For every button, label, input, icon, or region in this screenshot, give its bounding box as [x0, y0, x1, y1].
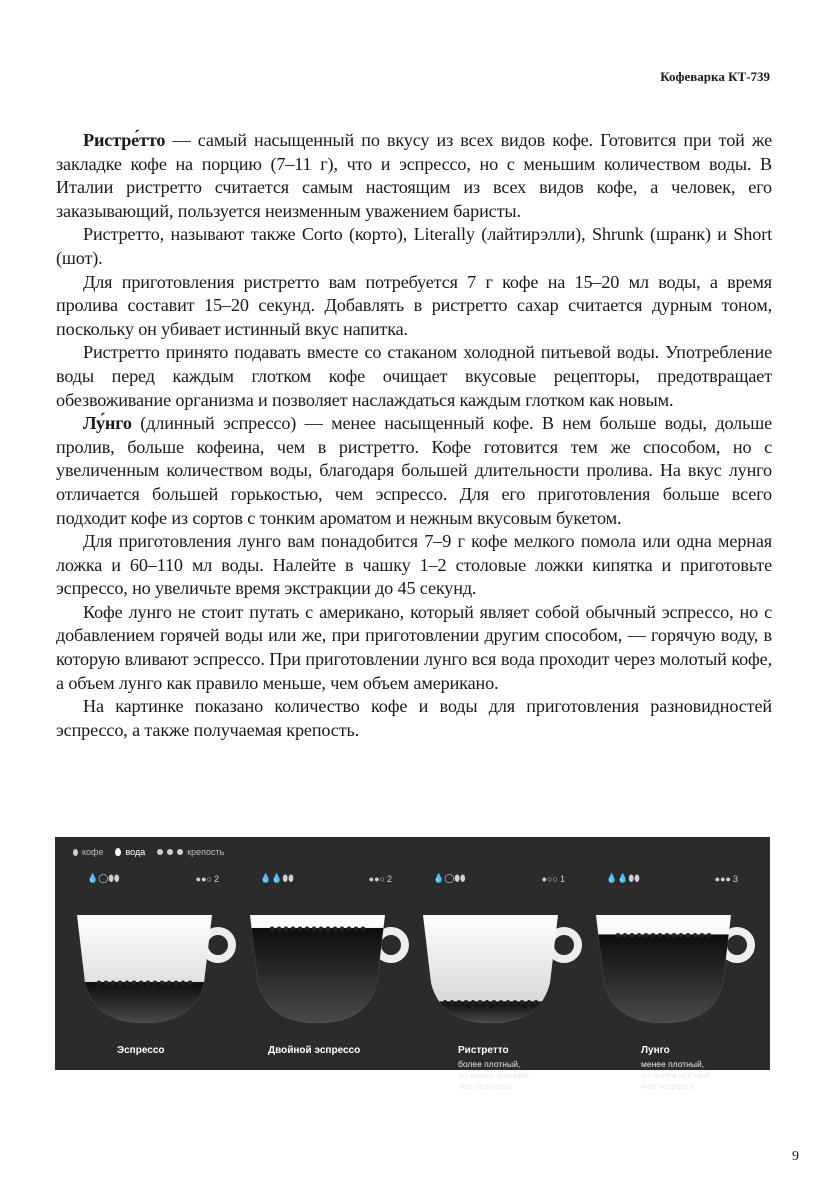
crema-bubble	[450, 1000, 455, 1005]
crema-bubble	[153, 981, 158, 986]
crema-bubble	[111, 981, 116, 986]
legend-water: вода	[115, 847, 145, 857]
crema-bubble	[665, 933, 670, 938]
crema-bubble	[513, 1000, 518, 1005]
coffee-infographic	[55, 837, 770, 1091]
cup-lungo	[586, 873, 758, 1091]
coffee-level	[596, 934, 731, 1023]
crema-bubble	[270, 927, 275, 932]
cup-icon	[67, 893, 239, 1043]
crema-bubble	[623, 933, 628, 938]
water-drop-icon	[115, 848, 121, 856]
crema-bubble	[132, 981, 137, 986]
crema-bubble	[174, 981, 179, 986]
crema-bubble	[319, 927, 324, 932]
cup-espresso	[67, 873, 239, 1063]
crema-bubble	[167, 981, 172, 986]
strength-indicator: ●●○ 2	[368, 873, 392, 884]
coffee-level	[250, 928, 385, 1023]
strength-dot-icon	[177, 849, 183, 855]
crema-bubble	[492, 1000, 497, 1005]
coffee-level	[77, 982, 212, 1023]
body-text	[56, 129, 772, 742]
crema-bubble	[181, 981, 186, 986]
crema-bubble	[97, 981, 102, 986]
crema-bubble	[361, 927, 366, 932]
coffee-level	[423, 1001, 558, 1023]
crema-bubble	[527, 1000, 532, 1005]
strength-dot-icon	[157, 849, 163, 855]
paragraph: Кофе лунго не стоит путать с американо, который являет собой обычный эспрессо, но с добавлением горячей воды или же, при приготовлении другим способом, — горячую воду, в которую вливают эспрессо. При приготовлении лунго вся вода проходит через молотый кофе, а объем лунго как правило меньше, чем объем американо.	[56, 601, 772, 693]
crema-bubble	[616, 933, 621, 938]
coffee-bean-icon	[73, 849, 78, 856]
crema-bubble	[658, 933, 663, 938]
crema-bubble	[686, 933, 691, 938]
paragraph: Ристре́тто — самый насыщенный по вкусу из всех видов кофе. Готовится при той же закладке кофе на порцию (7–11 г), что и эспрессо, но с меньшим количеством воды. В Италии ристретто считается самым настоящим из всех видов кофе, а человек, его заказывающий, пользуется неизменным уважением баристы.	[56, 130, 772, 221]
crema-bubble	[679, 933, 684, 938]
crema-bubble	[326, 927, 331, 932]
strength-dot-icon	[167, 849, 173, 855]
water-coffee-ratio-icon: 💧💧⬮⬮	[260, 873, 294, 883]
strength-indicator: ●●● 3	[714, 873, 738, 884]
paragraph: Ристретто принято подавать вместе со стаканом холодной питьевой воды. Употребление воды перед каждым глотком кофе очищает вкусовые рецепторы, предотвращает обезвоживание организма и позволяет наслаждаться каждым глотком как новым.	[56, 342, 772, 410]
term: Ристре́тто	[83, 130, 166, 150]
cup-double-espresso	[240, 873, 412, 1063]
paragraph: Ристретто, называют также Corto (корто), Literally (лайтирэлли), Shrunk (шранк) и Short (шот).	[56, 224, 772, 268]
crema-bubble	[499, 1000, 504, 1005]
crema-bubble	[277, 927, 282, 932]
crema-bubble	[478, 1000, 483, 1005]
page-number: 9	[792, 1149, 799, 1164]
cup-label: Двойной эспрессо	[268, 1045, 361, 1056]
cup-label: Эспрессо	[117, 1045, 165, 1056]
crema-bubble	[291, 927, 296, 932]
crema-bubble	[347, 927, 352, 932]
running-header: Кофеварка КТ-739	[660, 69, 770, 84]
crema-bubble	[644, 933, 649, 938]
water-coffee-ratio-icon: 💧◯⬮⬮	[87, 873, 120, 883]
crema-bubble	[340, 927, 345, 932]
crema-bubble	[312, 927, 317, 932]
crema-bubble	[443, 1000, 448, 1005]
crema-bubble	[188, 981, 193, 986]
strength-indicator: ●●○ 2	[195, 873, 219, 884]
crema-bubble	[630, 933, 635, 938]
crema-bubble	[464, 1000, 469, 1005]
crema-bubble	[520, 1000, 525, 1005]
crema-bubble	[672, 933, 677, 938]
water-coffee-ratio-icon: 💧◯⬮⬮	[433, 873, 466, 883]
crema-bubble	[457, 1000, 462, 1005]
crema-bubble	[160, 981, 165, 986]
crema-bubble	[693, 933, 698, 938]
crema-bubble	[651, 933, 656, 938]
paragraph: Для приготовления ристретто вам потребуется 7 г кофе на 15–20 мл воды, а время пролива составит 15–20 секунд. Добавлять в ристретто сахар считается дурным тоном, поскольку он убивает истинный вкус напитка.	[56, 271, 772, 339]
crema-bubble	[298, 927, 303, 932]
cup-icon	[413, 893, 585, 1043]
crema-bubble	[354, 927, 359, 932]
legend	[73, 847, 224, 857]
legend-coffee: кофе	[73, 847, 103, 857]
crema-bubble	[485, 1000, 490, 1005]
legend-strength: крепость	[157, 847, 224, 857]
crema-bubble	[118, 981, 123, 986]
paragraph: Для приготовления лунго вам понадобится 7–9 г кофе мелкого помола или одна мерная ложка и 60–110 мл воды. Налейте в чашку 1–2 столовые ложки кипятка и приготовьте эспрессо, но увеличьте время экстракции до 45 секунд.	[56, 531, 772, 599]
cup-description: менее плотный, но более крепкий, чем эспрессо	[641, 1059, 713, 1091]
crema-bubble	[146, 981, 151, 986]
water-coffee-ratio-icon: 💧💧⬮⬮	[606, 873, 640, 883]
cup-ristretto	[413, 873, 585, 1091]
crema-bubble	[284, 927, 289, 932]
paragraph: На картинке показано количество кофе и воды для приготовления разновидностей эспрессо, а также получаемая крепость.	[56, 696, 772, 740]
crema-bubble	[104, 981, 109, 986]
term: Лу́нго	[83, 413, 132, 434]
crema-bubble	[125, 981, 130, 986]
crema-bubble	[700, 933, 705, 938]
crema-bubble	[637, 933, 642, 938]
crema-bubble	[305, 927, 310, 932]
cup-icon	[586, 893, 758, 1043]
paragraph: Лу́нго (длинный эспрессо) — менее насыщенный кофе. В нем больше воды, дольше пролив, больше кофеина, чем в ристретто. Кофе готовится тем же способом, но с увеличенным количеством воды, благодаря большей длительности пролива. На вкус лунго отличается большей горькостью, чем эспрессо. Для его приготовления больше всего подходит кофе из сортов с тонким ароматом и нежным вкусовым букетом.	[56, 413, 772, 528]
cup-label: Ристретто	[458, 1045, 509, 1056]
crema-bubble	[333, 927, 338, 932]
cup-icon	[240, 893, 412, 1043]
crema-bubble	[506, 1000, 511, 1005]
strength-indicator: ●○○ 1	[541, 873, 565, 884]
crema-bubble	[707, 933, 712, 938]
cup-label: Лунго	[641, 1045, 670, 1056]
crema-bubble	[471, 1000, 476, 1005]
crema-bubble	[139, 981, 144, 986]
cup-description: более плотный, но менее крепкий, чем эспрессо	[458, 1059, 531, 1091]
crema-bubble	[534, 1000, 539, 1005]
